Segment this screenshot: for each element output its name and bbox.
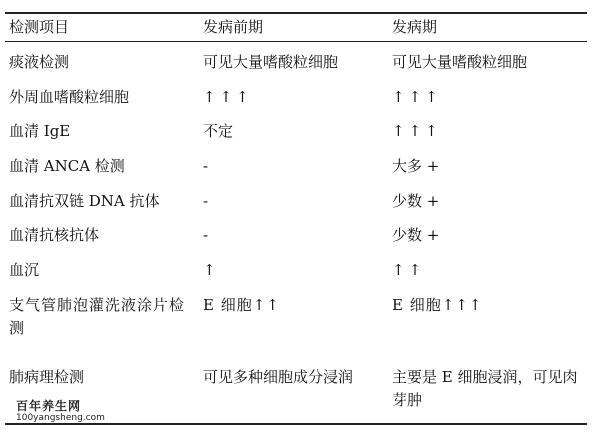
watermark-site-name: 百年养生网 [16,399,82,413]
table-cell-test-item: 血清抗核抗体 [9,226,100,244]
table-cell-onset: 可见大量嗜酸粒细胞 [392,53,528,71]
table-cell-onset: 主要是 E 细胞浸润，可见肉芽肿 [392,368,578,409]
table-cell-test-item: 血清 IgE [9,122,71,140]
table-cell-prodromal: 不定 [203,122,234,140]
table-cell-test-item: 外周血嗜酸粒细胞 [9,88,130,106]
table-cell-onset: 少数 + [392,226,440,244]
table-cell-prodromal: 可见多种细胞成分浸润 [203,368,354,386]
table-cell-onset: 大多 + [392,157,440,175]
table-cell-onset: ↑↑ [392,261,426,279]
table-top-rule [5,12,587,14]
table-cell-test-item: 血清 ANCA 检测 [9,157,125,175]
table-cell-test-item: 血沉 [9,261,40,279]
table-cell-prodromal: ↑ [203,261,220,279]
table-cell-test-item: 支气管肺泡灌洗液涂片检测 [9,296,186,337]
table-cell-onset: E 细胞↑↑↑ [392,296,483,314]
column-header-prodromal: 发病前期 [203,18,264,36]
watermark-site-url: 100yangsheng.com [16,413,105,423]
table-cell-prodromal: 可见大量嗜酸粒细胞 [203,53,339,71]
table-cell-onset: 少数 + [392,192,440,210]
table-cell-prodromal: - [203,157,209,175]
table-bottom-rule [5,423,587,425]
table-header-rule [5,41,587,42]
table-cell-test-item: 痰液检测 [9,53,70,71]
table-cell-prodromal: - [203,192,209,210]
table-cell-test-item: 血清抗双链 DNA 抗体 [9,192,160,210]
column-header-onset: 发病期 [392,18,438,36]
column-header-test-item: 检测项目 [9,18,70,36]
table-cell-onset: ↑↑↑ [392,88,442,106]
table-cell-prodromal: - [203,226,209,244]
table-cell-onset: ↑↑↑ [392,122,442,140]
site-watermark [16,399,105,423]
table-cell-test-item: 肺病理检测 [9,368,85,386]
table-cell-prodromal: E 细胞↑↑ [203,296,280,314]
table-cell-prodromal: ↑↑↑ [203,88,253,106]
